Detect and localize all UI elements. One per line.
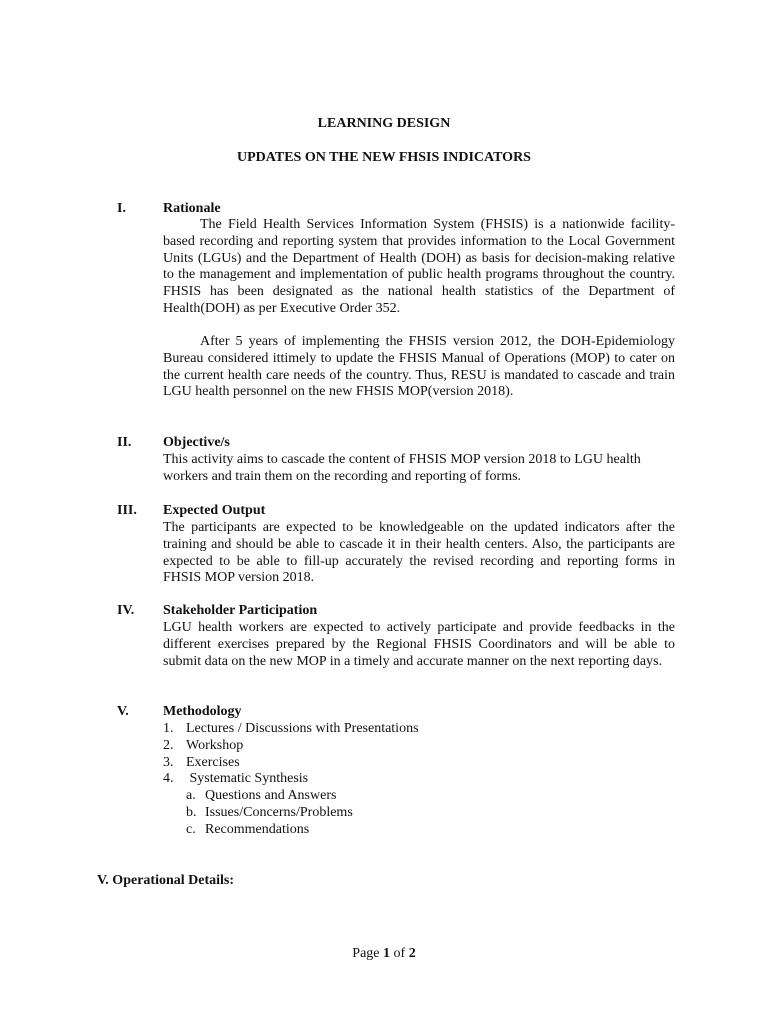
section-number-objectives: II. [117, 435, 132, 450]
list-item: a. Questions and Answers [186, 788, 337, 803]
list-item: 2. Workshop [163, 737, 244, 753]
section-heading-rationale: Rationale [163, 201, 221, 216]
section-heading-operational-details: V. Operational Details: [97, 873, 235, 888]
section-number-rationale: I. [117, 201, 126, 216]
list-item: 4. Systematic Synthesis [163, 771, 309, 787]
section-heading-methodology: Methodology [163, 704, 242, 719]
section-heading-objectives: Objective/s [163, 435, 230, 450]
list-item: 3. Exercises [163, 754, 240, 770]
section-number-stakeholder: IV. [117, 603, 135, 618]
objectives-paragraph: This activity aims to cascade the content of FHSIS MOP version 2018 to LGU health workers and train them on the recording and reporting of forms. [163, 452, 641, 484]
document-title: LEARNING DESIGN [317, 116, 451, 131]
list-item: b. Issues/Concerns/Problems [186, 804, 353, 820]
section-number-methodology: V. [117, 704, 129, 719]
page-footer [0, 946, 768, 962]
list-item: 1. Lectures / Discussions with Presentations [163, 721, 419, 736]
section-heading-expected-output: Expected Output [163, 503, 266, 518]
expected-output-paragraph: The participants are expected to be knowledgeable on the updated indicators after the training and should be able to cascade it in their health centers. Also, the participants are expected to be able to fill-up accurately the revised recording and reporting forms in FHSIS MOP version 2018. [163, 520, 675, 586]
section-number-expected-output: III. [117, 503, 137, 518]
list-item: c. Recommendations [186, 821, 310, 837]
stakeholder-paragraph: LGU health workers are expected to actively participate and provide feedbacks in the different exercises prepared by the Regional FHSIS Coordinators and will be able to submit data on the new MOP in a timely and accurate manner on the next reporting days. [163, 620, 675, 669]
page-of-label: of [393, 946, 406, 961]
section-heading-stakeholder: Stakeholder Participation [163, 603, 318, 618]
page-number: 1 [383, 946, 391, 961]
page-label: Page [352, 946, 380, 961]
rationale-paragraph-2: After 5 years of implementing the FHSIS version 2012, the DOH-Epidemiology Bureau considered ittimely to update the FHSIS Manual of Operations (MOP) to cater on the current health care needs of the country. Thus, RESU is mandated to cascade and train LGU health personnel on the new FHSIS MOP(version 2018). [163, 334, 675, 400]
rationale-paragraph-1: The Field Health Services Information System (FHSIS) is a nationwide facility-based recording and reporting system that provides information to the Local Government Units (LGUs) and the Department of Health (DOH) as basis for decision-making relative to the management and implementation of public health programs throughout the country. FHSIS has been designated as the national health statistics of the Department of Health(DOH) as per Executive Order 352. [163, 217, 675, 316]
methodology-list [163, 721, 419, 788]
methodology-sublist [186, 788, 353, 838]
page-total: 2 [408, 946, 416, 961]
document-subtitle: UPDATES ON THE NEW FHSIS INDICATORS [237, 150, 531, 165]
